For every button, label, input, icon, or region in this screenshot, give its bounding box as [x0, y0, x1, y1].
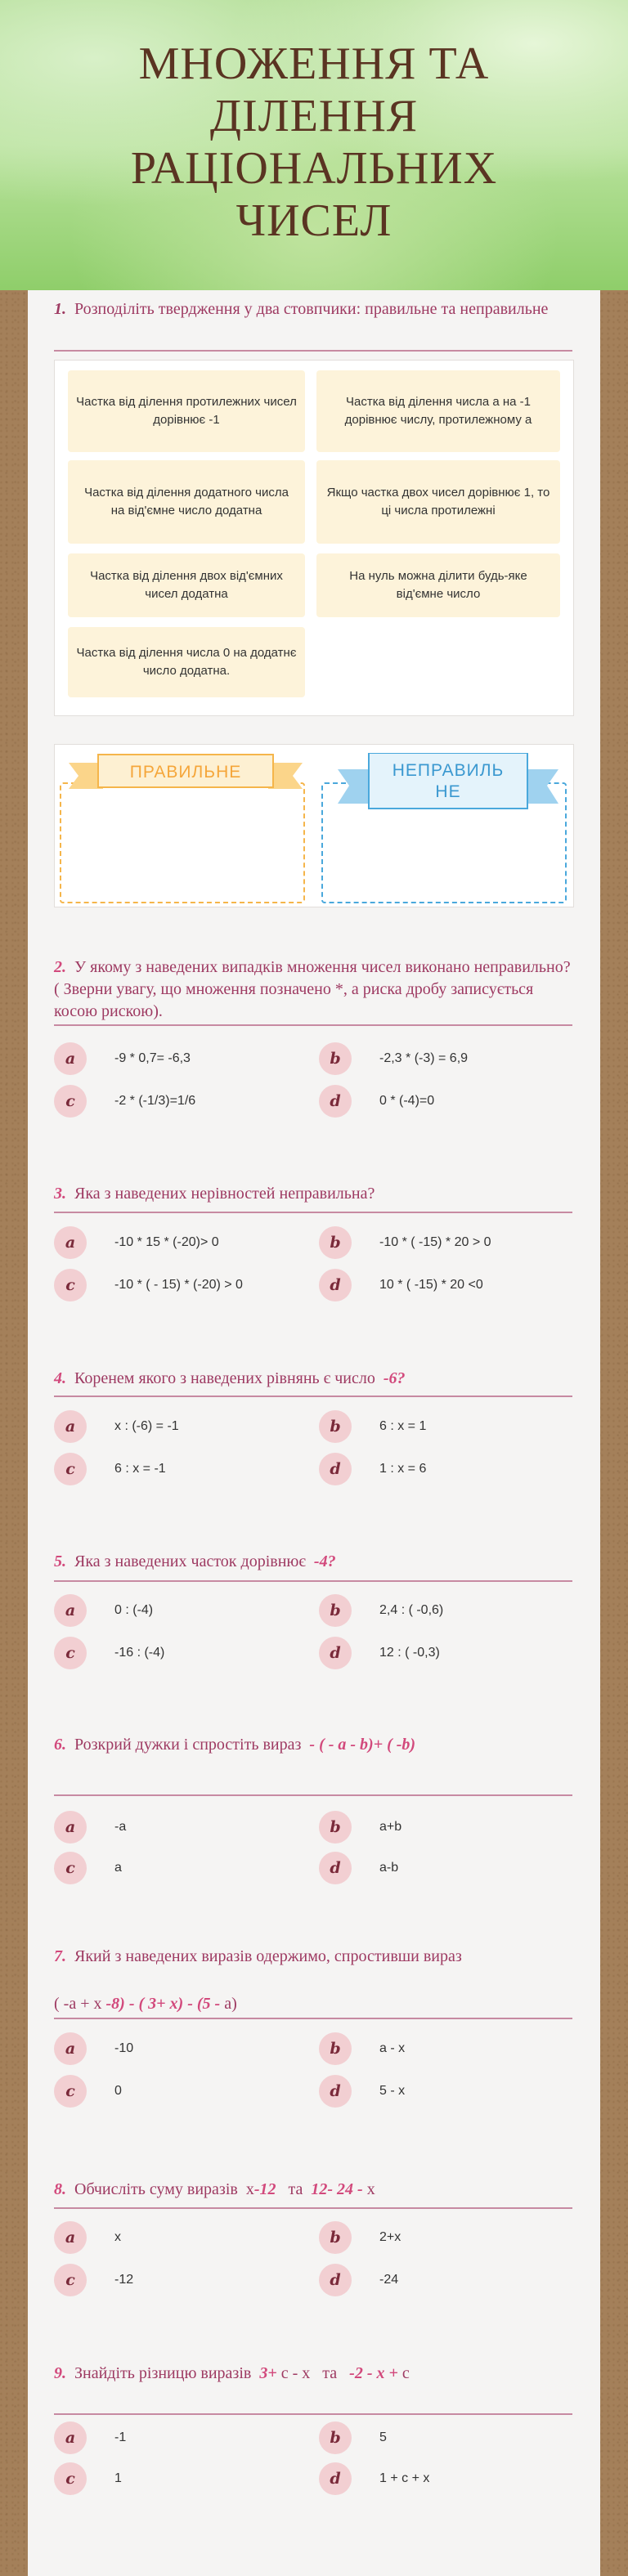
question-number: 4. — [54, 1369, 66, 1387]
option-letter: d — [319, 1085, 352, 1118]
question-9 — [54, 2363, 577, 2385]
option-letter: a — [54, 2221, 87, 2254]
expr-part: c - x — [280, 2364, 311, 2382]
highlight-value: -4? — [313, 1552, 336, 1570]
option-text: -1 — [114, 2430, 127, 2444]
divider — [54, 1396, 572, 1397]
option-a[interactable] — [54, 1226, 219, 1259]
option-letter: d — [319, 1852, 352, 1884]
expr-highlight: 12- 24 - — [311, 2180, 363, 2198]
option-letter: c — [54, 2264, 87, 2296]
statement-card[interactable]: Якщо частка двох чисел дорівнює 1, то ці числа протилежні — [316, 460, 560, 544]
statement-card[interactable]: Частка від ділення протилежних чисел дорівнює -1 — [68, 370, 305, 452]
cards-container — [54, 360, 574, 716]
option-c[interactable] — [54, 2462, 122, 2495]
option-a[interactable] — [54, 1594, 153, 1627]
expr-part: ( -a + x — [54, 1995, 102, 2013]
statement-card[interactable]: Частка від ділення числа 0 на додатнє число додатна. — [68, 627, 305, 697]
option-d[interactable] — [319, 1085, 434, 1118]
option-c[interactable] — [54, 1852, 122, 1884]
expr-highlight: - ( 3+ x) — [128, 1995, 184, 2013]
card-text: Частка від ділення числа a на -1 дорівнює числу, протилежному a — [344, 395, 532, 427]
option-text: 1 + c + x — [379, 2471, 430, 2485]
sort-area — [54, 744, 574, 907]
expr-part: та — [288, 2180, 303, 2198]
question-number: 8. — [54, 2180, 66, 2198]
option-c[interactable] — [54, 2075, 122, 2108]
worksheet — [28, 290, 600, 2576]
correct-dropzone[interactable] — [60, 782, 305, 903]
option-text: 1 : x = 6 — [379, 1462, 427, 1476]
statement-card[interactable]: На нуль можна ділити будь-яке від'ємне число — [316, 553, 560, 617]
option-letter: d — [319, 2462, 352, 2495]
option-d[interactable] — [319, 2075, 405, 2108]
option-letter: a — [54, 1811, 87, 1844]
option-text: 6 : x = 1 — [379, 1419, 427, 1433]
statement-card[interactable]: Частка від ділення додатного числа на від'ємне число додатна — [68, 460, 305, 544]
question-text: Розкрий дужки і спростіть вираз — [74, 1736, 302, 1754]
highlight-value: -6? — [383, 1369, 406, 1387]
divider — [54, 1794, 572, 1796]
option-text: 1 — [114, 2471, 122, 2485]
option-d[interactable] — [319, 2264, 398, 2296]
option-b[interactable] — [319, 2032, 405, 2065]
question-4 — [54, 1368, 577, 1390]
option-a[interactable] — [54, 2221, 121, 2254]
option-letter: a — [54, 1410, 87, 1443]
question-number: 5. — [54, 1552, 66, 1570]
option-text: 12 : ( -0,3) — [379, 1646, 440, 1660]
expr-highlight: -2 - x + — [349, 2364, 398, 2382]
option-d[interactable] — [319, 1269, 483, 1301]
option-text: a - x — [379, 2041, 406, 2055]
option-b[interactable] — [319, 2221, 401, 2254]
divider — [54, 1024, 572, 1026]
question-text: Знайдіть різницю виразів — [74, 2364, 252, 2382]
option-letter: d — [319, 1269, 352, 1301]
option-letter: c — [54, 1852, 87, 1884]
option-text: -2,3 * (-3) = 6,9 — [379, 1051, 469, 1065]
option-letter: b — [319, 2032, 352, 2065]
question-text: Коренем якого з наведених рівнянь є число — [74, 1369, 375, 1387]
expr-highlight: - (5 - — [187, 1995, 221, 2013]
expr-part: x — [245, 2180, 254, 2198]
option-text: 5 - x — [379, 2084, 406, 2098]
question-number: 7. — [54, 1947, 66, 1965]
divider — [54, 2413, 572, 2415]
question-text: У якому з наведених випадків множення чисел виконано неправильно? ( Зверни увагу, що множення позначено *, а риска дробу записується косою рискою). — [54, 958, 571, 1020]
question-7 — [54, 1946, 577, 1968]
option-letter: d — [319, 2264, 352, 2296]
option-c[interactable] — [54, 1453, 166, 1485]
expr-part: та — [322, 2364, 338, 2382]
option-text: a — [114, 1861, 122, 1875]
option-letter: a — [54, 2421, 87, 2454]
option-letter: c — [54, 1453, 87, 1485]
option-d[interactable] — [319, 1852, 398, 1884]
option-letter: b — [319, 1811, 352, 1844]
option-letter: a — [54, 1226, 87, 1259]
option-text: x : (-6) = -1 — [114, 1419, 179, 1433]
expr-part: a) — [224, 1995, 237, 2013]
option-a[interactable] — [54, 1042, 191, 1075]
option-text: -10 * ( -15) * 20 > 0 — [379, 1235, 491, 1249]
divider — [54, 1580, 572, 1582]
option-text: 5 — [379, 2430, 387, 2444]
option-d[interactable] — [319, 2462, 429, 2495]
option-letter: c — [54, 2462, 87, 2495]
option-d[interactable] — [319, 1453, 426, 1485]
option-b[interactable] — [319, 1594, 443, 1627]
question-text: Яка з наведених нерівностей неправильна? — [74, 1185, 375, 1203]
option-text: -2 * (-1/3)=1/6 — [114, 1094, 196, 1108]
option-b[interactable] — [319, 1226, 491, 1259]
option-text: -24 — [379, 2273, 399, 2287]
option-text: 6 : x = -1 — [114, 1462, 166, 1476]
option-text: -12 — [114, 2273, 134, 2287]
option-letter: c — [54, 1637, 87, 1669]
option-b[interactable] — [319, 1410, 426, 1443]
option-text: -16 : (-4) — [114, 1646, 165, 1660]
incorrect-ribbon — [370, 748, 526, 815]
option-letter: c — [54, 2075, 87, 2108]
option-a[interactable] — [54, 1410, 179, 1443]
question-5 — [54, 1551, 577, 1573]
option-letter: d — [319, 1637, 352, 1669]
question-6 — [54, 1734, 577, 1756]
correct-ribbon — [104, 751, 267, 794]
option-text: 10 * ( -15) * 20 <0 — [379, 1278, 483, 1292]
question-7-expression — [54, 1993, 577, 2015]
divider — [54, 1212, 572, 1213]
divider — [54, 2018, 572, 2019]
option-letter: b — [319, 1226, 352, 1259]
option-text: 0 — [114, 2084, 122, 2098]
expr-highlight: -12 — [253, 2180, 276, 2198]
option-letter: b — [319, 2221, 352, 2254]
option-text: -a — [114, 1820, 127, 1834]
option-letter: a — [54, 1594, 87, 1627]
question-text: Який з наведених виразів одержимо, спростивши вираз — [74, 1947, 462, 1965]
divider — [54, 350, 572, 352]
option-text: -10 * ( - 15) * (-20) > 0 — [114, 1278, 243, 1292]
divider — [54, 2207, 572, 2209]
question-number: 2. — [54, 958, 66, 976]
option-b[interactable] — [319, 1042, 468, 1075]
option-text: 0 : (-4) — [114, 1603, 154, 1617]
option-text: -10 * 15 * (-20)> 0 — [114, 1235, 219, 1249]
question-number: 1. — [54, 300, 66, 318]
question-1 — [54, 298, 577, 320]
option-letter: d — [319, 2075, 352, 2108]
option-text: x — [114, 2230, 121, 2244]
question-text: Розподіліть твердження у два стовпчики: правильне та неправильне — [74, 300, 549, 318]
option-c[interactable] — [54, 2264, 133, 2296]
statement-card[interactable] — [316, 370, 560, 452]
option-letter: a — [54, 2032, 87, 2065]
option-letter: b — [319, 1594, 352, 1627]
question-text: Обчисліть суму виразів — [74, 2180, 238, 2198]
expr-highlight: -8) — [105, 1995, 125, 2013]
option-text: -10 — [114, 2041, 134, 2055]
option-c[interactable] — [54, 1269, 243, 1301]
option-letter: b — [319, 2421, 352, 2454]
option-letter: b — [319, 1410, 352, 1443]
option-text: -9 * 0,7= -6,3 — [114, 1051, 191, 1065]
option-letter: c — [54, 1085, 87, 1118]
option-text: 2,4 : ( -0,6) — [379, 1603, 444, 1617]
expr-part: x — [366, 2180, 375, 2198]
option-text: 0 * (-4)=0 — [379, 1094, 435, 1108]
option-b[interactable] — [319, 2421, 387, 2454]
page-title: МНОЖЕННЯ ТА ДІЛЕННЯ РАЦІОНАЛЬНИХ ЧИСЕЛ — [130, 38, 498, 246]
header-banner — [0, 0, 628, 290]
option-d[interactable] — [319, 1637, 440, 1669]
question-number: 9. — [54, 2364, 66, 2382]
option-letter: b — [319, 1042, 352, 1075]
question-number: 3. — [54, 1185, 66, 1203]
option-c[interactable] — [54, 1085, 195, 1118]
option-text: 2+x — [379, 2230, 401, 2244]
option-c[interactable] — [54, 1637, 164, 1669]
expr-part: c — [401, 2364, 410, 2382]
expr-highlight: 3+ — [259, 2364, 277, 2382]
incorrect-label: НЕПРАВИЛЬ НЕ — [392, 761, 505, 801]
option-letter: d — [319, 1453, 352, 1485]
option-a[interactable] — [54, 2421, 126, 2454]
option-b[interactable] — [319, 1811, 401, 1844]
correct-label: ПРАВИЛЬНЕ — [129, 763, 242, 782]
option-letter: a — [54, 1042, 87, 1075]
question-number: 6. — [54, 1736, 66, 1754]
statement-card[interactable]: Частка від ділення двох від'ємних чисел додатна — [68, 553, 305, 617]
question-text: Яка з наведених часток дорівнює — [74, 1552, 306, 1570]
option-letter: c — [54, 1269, 87, 1301]
question-8 — [54, 2179, 577, 2201]
option-a[interactable] — [54, 1811, 126, 1844]
option-text: a-b — [379, 1861, 399, 1875]
highlight-expression: - ( - a - b)+ ( -b) — [309, 1736, 416, 1754]
question-2 — [54, 956, 577, 1023]
option-text: a+b — [379, 1820, 402, 1834]
question-3 — [54, 1183, 577, 1205]
option-a[interactable] — [54, 2032, 133, 2065]
